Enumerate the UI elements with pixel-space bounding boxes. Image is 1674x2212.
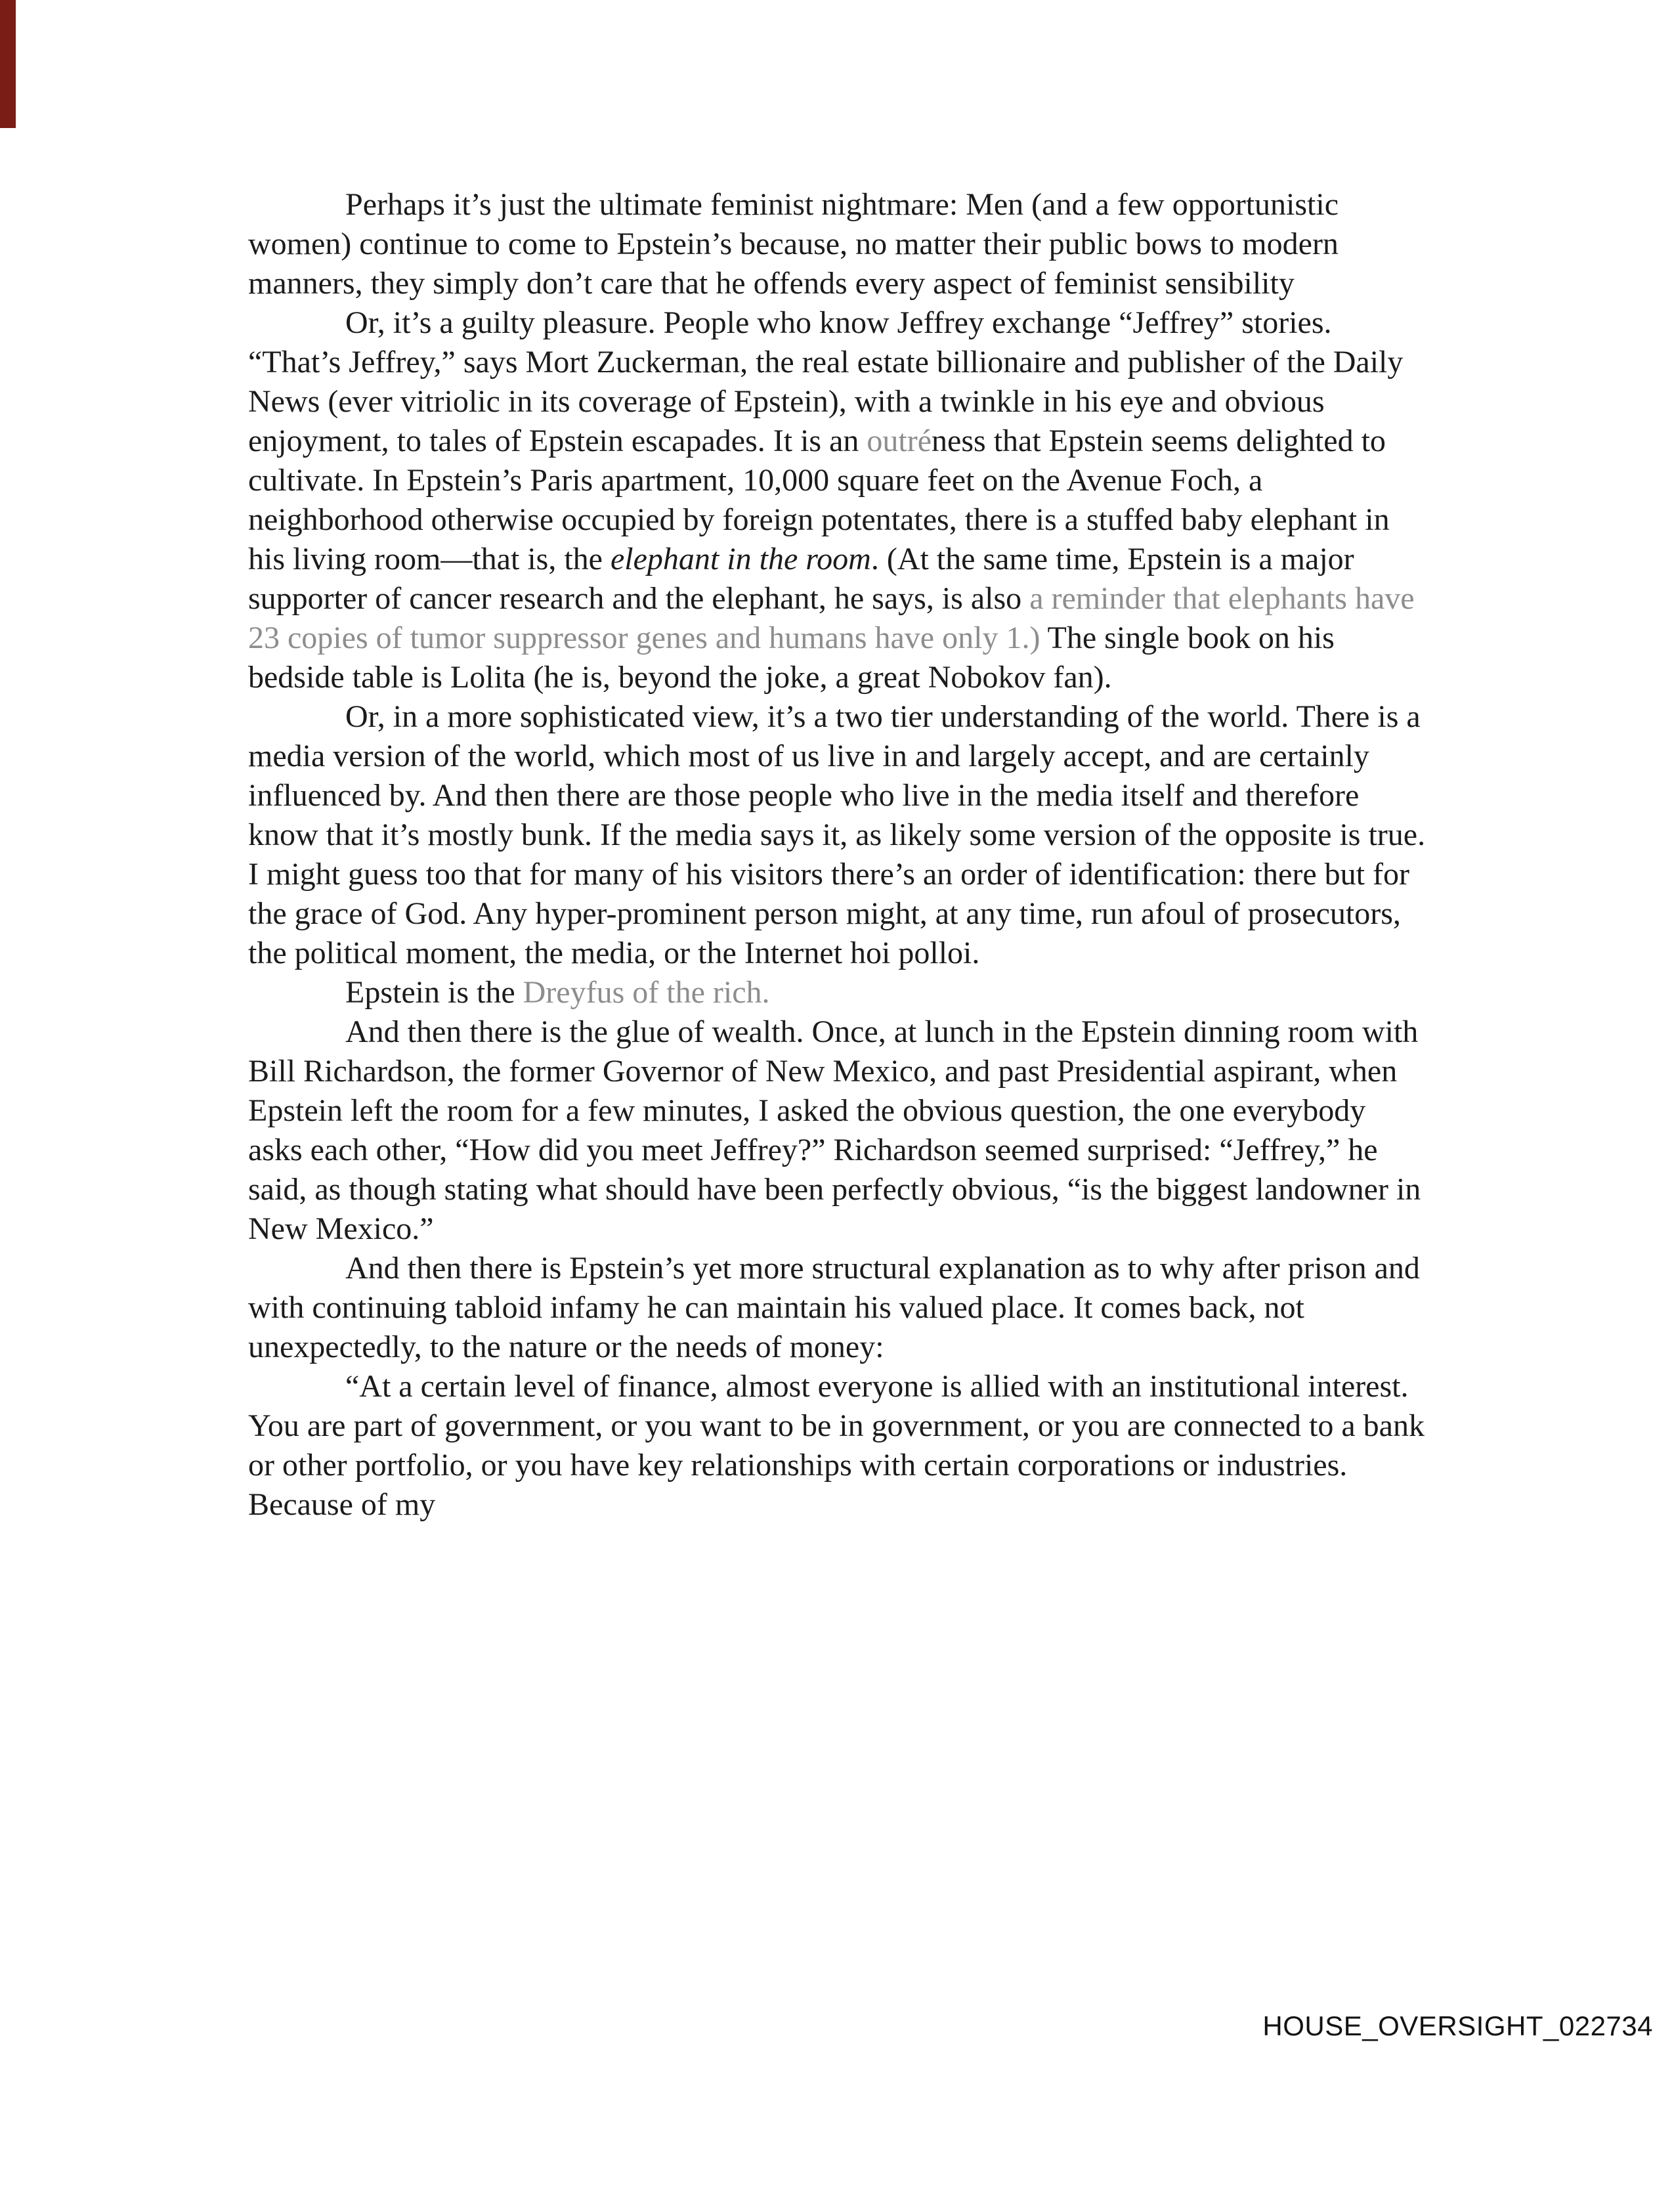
text-run: outré — [867, 423, 932, 458]
paragraph — [248, 1012, 1427, 1249]
text-run: “At a certain level of finance, almost everyone is allied with an institutional interest. You are part of government, or you want to be in government, or you are connected to a bank or other portfolio, or you have key relationships with certain corporations or industries. Because of my — [248, 1369, 1425, 1522]
paragraph — [248, 697, 1427, 973]
paragraph — [248, 1367, 1427, 1525]
paragraph — [248, 185, 1427, 303]
text-run: Or, in a more sophisticated view, it’s a two tier understanding of the world. There is a media version of the world, which most of us live in and largely accept, and are certainly influenced by. And then there are those people who live in the media itself and therefore know that it’s mostly bunk. If the media says it, as likely some version of the opposite is true. I might guess too that for many of his visitors there’s an order of identification: there but for the grace of God. Any hyper-prominent person might, at any time, run afoul of prosecutors, the political moment, the media, or the Internet hoi polloi. — [248, 699, 1426, 970]
text-run: Epstein is the — [345, 975, 523, 1010]
text-run: Dreyfus of the rich. — [523, 975, 770, 1010]
scan-artifact-mark — [0, 0, 16, 128]
text-run: elephant in the room — [610, 542, 871, 576]
text-run: And then there is the glue of wealth. Once, at lunch in the Epstein dinning room with Bill Richardson, the former Governor of New Mexico, and past Presidential aspirant, when Epstein left the room for a few minutes, I asked the obvious question, the one everybody asks each other, “How did you meet Jeffrey?” Richardson seemed surprised: “Jeffrey,” he said, as though stating what should have been perfectly obvious, “is the biggest landowner in New Mexico.” — [248, 1014, 1421, 1246]
text-run: And then there is Epstein’s yet more structural explanation as to why after prison and with continuing tabloid infamy he can maintain his valued place. It comes back, not unexpectedly, to the nature or the needs of money: — [248, 1251, 1420, 1364]
text-run: Perhaps it’s just the ultimate feminist nightmare: Men (and a few opportunistic women) continue to come to Epstein’s because, no matter their public bows to modern manners, they simply don’t care that he offends every aspect of feminist sensibility — [248, 187, 1339, 301]
text-run: Or, it’s a guilty pleasure. People who know Jeffrey exchange “Jeffrey” stories. “That’s Jeffrey,” says Mort Zuckerman, the real estate billionaire and publisher of the Daily News (ever vitriolic in its coverage of Epstein), with a twinkle in his eye and obvious enjoyment, to tales of Epstein escapades. It is an — [248, 305, 1404, 458]
bates-number: HOUSE_OVERSIGHT_022734 — [1262, 2010, 1653, 2041]
paragraph — [248, 973, 1427, 1012]
text-run: . (At the same time, Epstein is a major supporter of cancer research and the elephant, he says, is also — [248, 542, 1354, 616]
text-run: ness that Epstein seems delighted to cultivate. In Epstein’s Paris apartment, 10,000 square feet on the Avenue Foch, a neighborhood otherwise occupied by foreign potentates, there is a stuffed baby elephant in his living room—that is, the — [248, 423, 1390, 576]
paragraph — [248, 303, 1427, 697]
document-body — [248, 185, 1427, 1525]
paragraph — [248, 1249, 1427, 1367]
text-run: The single book on his bedside table is Lolita (he is, beyond the joke, a great Nobokov fan). — [248, 620, 1335, 695]
text-run: a reminder that elephants have 23 copies of tumor suppressor genes and humans have only 1.) — [248, 581, 1415, 655]
